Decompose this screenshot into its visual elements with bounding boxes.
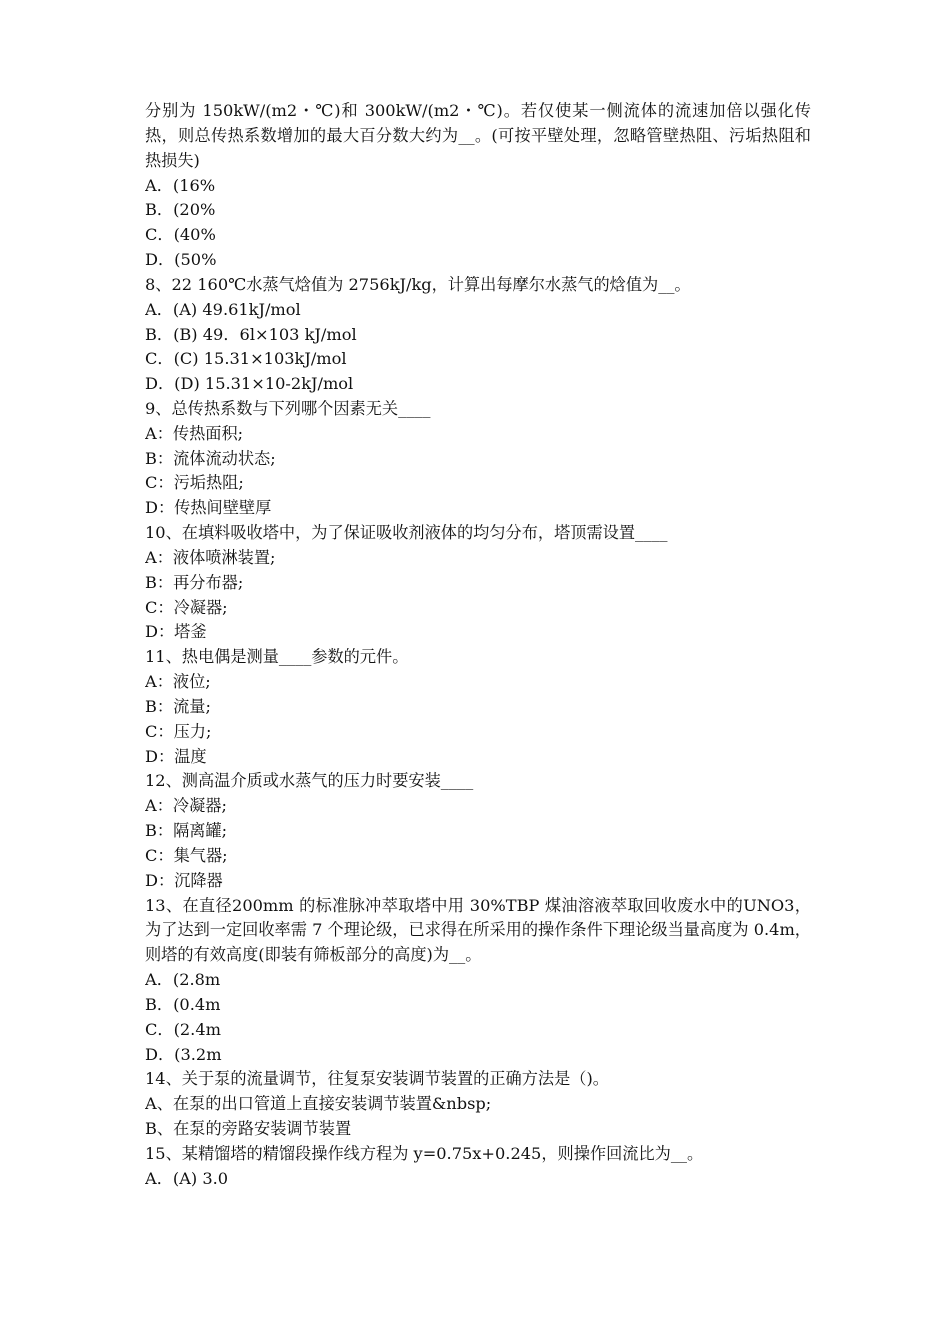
text-line-q10-d: D：塔釜 xyxy=(145,622,207,642)
text-line-q12-c: C：集气器; xyxy=(145,845,228,865)
text-line-q7-b: B．(20% xyxy=(145,200,216,220)
text-line-q13-c: C．(2.4m xyxy=(145,1019,221,1039)
question-paragraph-q13: 13、在直径200mm 的标准脉冲萃取塔中用 30%TBP 煤油溶液萃取回收废水中的UNO3，为了达到一定回收率需 7 个理论级，已求得在所采用的操作条件下理论级当量高度为 0.4m，则塔的有效高度(即装有筛板部分的高度)为__。 xyxy=(145,895,811,965)
text-line-q9-d: D：传热间壁壁厚 xyxy=(145,498,272,518)
text-line-q14-a: A、在泵的出口管道上直接安装调节装置&nbsp; xyxy=(145,1094,492,1114)
question-paragraph-q7-cont: 分别为 150kW/(m2・℃)和 300kW/(m2・℃)。若仅使某一侧流体的流速加倍以强化传热，则总传热系数增加的最大百分数大约为__。(可按平壁处理，忽略管壁热阻、污垢热阻和热损失) xyxy=(145,101,811,170)
text-line-q11: 11、热电偶是测量____参数的元件。 xyxy=(145,647,409,667)
text-line-q13-a: A．(2.8m xyxy=(145,970,221,990)
text-line-q9-c: C：污垢热阻; xyxy=(145,473,244,493)
text-line-q8-a: A．(A) 49.61kJ/mol xyxy=(145,299,301,319)
text-line-q7-c: C．(40% xyxy=(145,225,216,245)
text-line-q10: 10、在填料吸收塔中，为了保证吸收剂液体的均匀分布，塔顶需设置____ xyxy=(145,523,668,543)
text-line-q8: 8、22 160℃水蒸气焓值为 2756kJ/kg，计算出每摩尔水蒸气的焓值为__。 xyxy=(145,274,691,294)
text-line-q11-d: D：温度 xyxy=(145,746,207,766)
text-line-q11-b: B：流量; xyxy=(145,696,211,716)
text-line-q14: 14、关于泵的流量调节，往复泵安装调节装置的正确方法是（)。 xyxy=(145,1069,609,1089)
text-line-q10-a: A：液体喷淋装置; xyxy=(145,547,276,567)
text-line-q14-b: B、在泵的旁路安装调节装置 xyxy=(145,1119,352,1139)
text-line-q9: 9、总传热系数与下列哪个因素无关____ xyxy=(145,398,431,418)
text-line-q7-a: A．(16% xyxy=(145,175,216,195)
text-line-q9-b: B：流体流动状态; xyxy=(145,448,276,468)
text-line-q12-b: B：隔离罐; xyxy=(145,821,228,841)
text-line-q13-d: D．(3.2m xyxy=(145,1044,222,1064)
text-line-q11-c: C：压力; xyxy=(145,721,212,741)
text-line-q12: 12、测高温介质或水蒸气的压力时要安装____ xyxy=(145,771,474,791)
text-line-q12-d: D：沉降器 xyxy=(145,870,223,890)
text-line-q10-b: B：再分布器; xyxy=(145,572,244,592)
text-line-q11-a: A：液位; xyxy=(145,672,211,692)
document-page xyxy=(145,99,811,1192)
text-line-q15-a: A．(A) 3.0 xyxy=(145,1168,229,1188)
text-line-q8-b: B．(B) 49．6l×103 kJ/mol xyxy=(145,324,357,344)
text-line-q8-d: D．(D) 15.31×10-2kJ/mol xyxy=(145,374,354,394)
text-line-q8-c: C．(C) 15.31×103kJ/mol xyxy=(145,349,347,369)
text-line-q10-c: C：冷凝器; xyxy=(145,597,228,617)
text-line-q9-a: A：传热面积; xyxy=(145,423,244,443)
text-line-q7-d: D．(50% xyxy=(145,250,217,270)
text-line-q12-a: A：冷凝器; xyxy=(145,796,227,816)
text-line-q15: 15、某精馏塔的精馏段操作线方程为 y=0.75x+0.245，则操作回流比为__。 xyxy=(145,1143,704,1163)
text-line-q13-b: B．(0.4m xyxy=(145,994,221,1014)
